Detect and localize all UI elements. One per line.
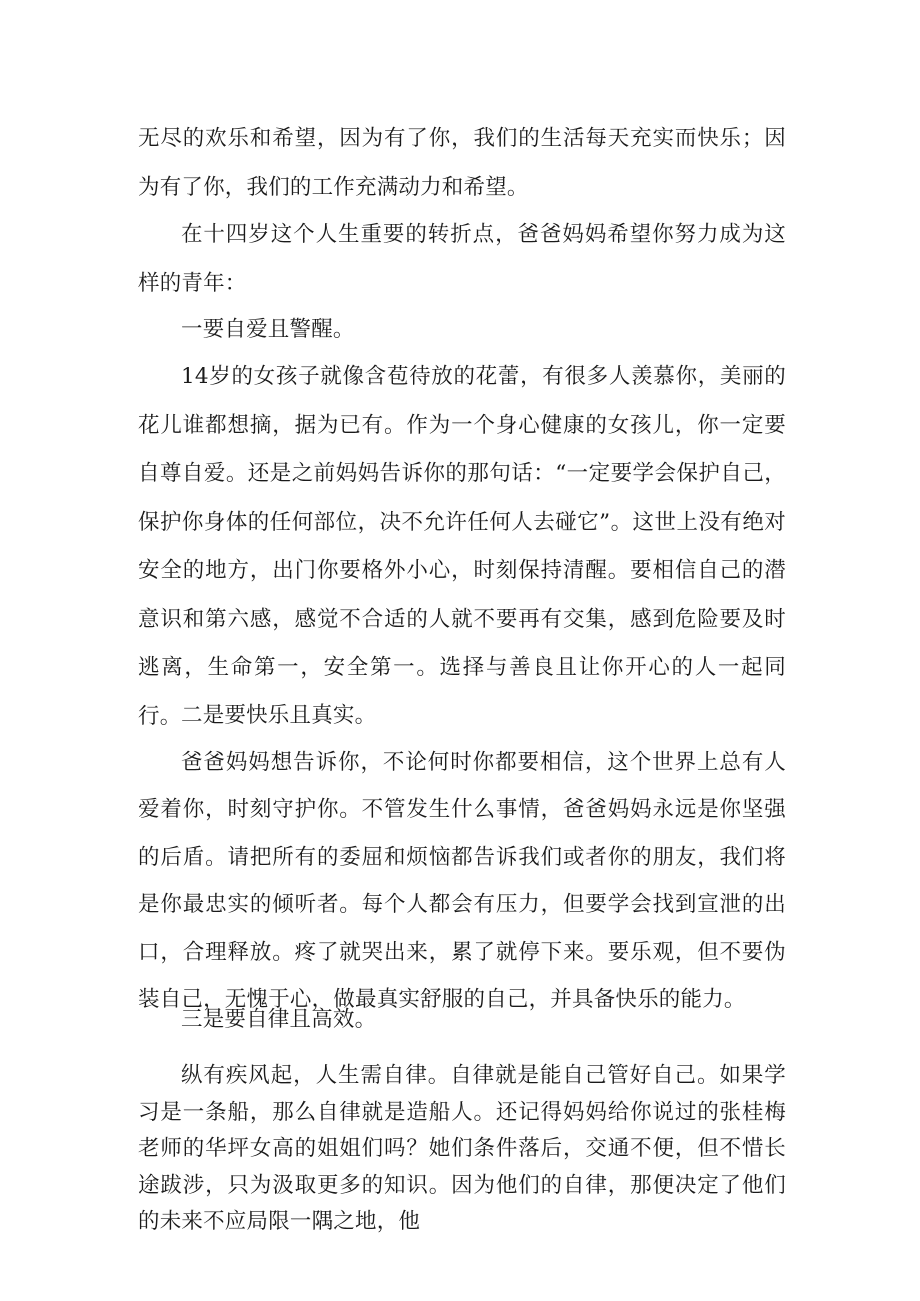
paragraph-intro: 在十四岁这个人生重要的转折点，爸爸妈妈希望你努力成为这样的青年：	[138, 222, 786, 296]
heading-point-one: 一要自爱且警醒。	[181, 317, 355, 342]
paragraph-point-two: 爸爸妈妈想告诉你，不论何时你都要相信，这个世界上总有人爱着你，时刻守护你。不管发生什么事情，爸爸妈妈永远是你坚强的后盾。请把所有的委屈和烦恼都告诉我们或者你的朋友，我们将是你最忠实的倾听者。每个人都会有压力，但要学会找到宣泄的出口，合理释放。疼了就哭出来，累了就停下来。要乐观，但不要伪装自己，无愧于心，做最真实舒服的自己，并具备快乐的能力。	[138, 750, 786, 1013]
paragraph-continuation: 无尽的欢乐和希望，因为有了你，我们的生活每天充实而快乐；因为有了你，我们的工作充满动力和希望。	[138, 126, 786, 200]
paragraph-point-one: 14岁的女孩子就像含苞待放的花蕾，有很多人羡慕你，美丽的花儿谁都想摘，据为已有。作为一个身心健康的女孩儿，你一定要自尊自爱。还是之前妈妈告诉你的那句话：“一定要学会保护自己，保护你身体的任何部位，决不允许任何人去碰它”。这世上没有绝对安全的地方，出门你要格外小心，时刻保持清醒。要相信自己的潜意识和第六感，感觉不合适的人就不要再有交集，感到危险要及时逃离，生命第一，安全第一。选择与善良且让你开心的人一起同行。	[138, 364, 786, 729]
heading-point-two: 二是要快乐且真实。	[181, 703, 377, 728]
heading-point-three: 三是要自律且高效。	[181, 1007, 377, 1032]
paragraph-point-three: 纵有疾风起，人生需自律。自律就是能自己管好自己。如果学习是一条船，那么自律就是造船人。还记得妈妈给你说过的张桂梅老师的华坪女高的姐姐们吗？她们条件落后，交通不便，但不惜长途跋涉，只为汲取更多的知识。因为他们的自律，那便决定了他们的未来不应局限一隅之地，他	[138, 1063, 786, 1234]
